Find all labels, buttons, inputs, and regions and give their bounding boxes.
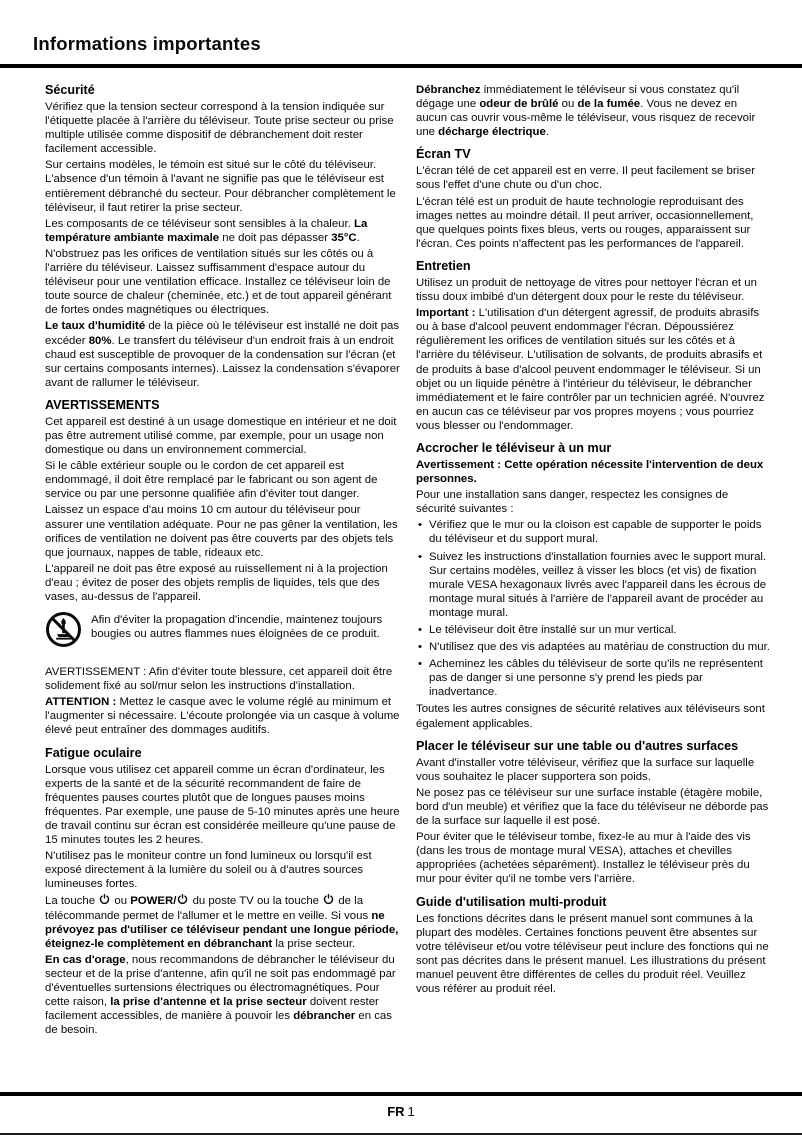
text-run: Le téléviseur doit être installé sur un mur vertical. xyxy=(429,624,677,636)
text-run: N'utilisez pas le moniteur contre un fond lumineux ou lorsqu'il est exposé directement à la lumière du soleil ou à d'autres sources lumineuses fortes. xyxy=(45,850,372,891)
paragraph xyxy=(416,195,771,251)
text-run: Lorsque vous utilisez cet appareil comme un écran d'ordinateur, les experts de la santé et de la sécurité recommandent de faire de fréquentes pauses courtes plutôt que de longues pauses moins fréquentes. Par exemple, une pause de 5-10 minutes après une heure de travail continu sur écran est considérée meilleure qu'une pause de 15 minutes toutes les 2 heures. xyxy=(45,763,400,847)
paragraph xyxy=(416,756,771,784)
text-run: Pour une installation sans danger, respectez les consignes de sécurité suivantes : xyxy=(416,489,729,516)
paragraph xyxy=(45,763,400,848)
section xyxy=(416,739,771,887)
text-run: L'utilisation d'un détergent agressif, de produits abrasifs ou à base d'alcool peuvent endommager l'écran. Dépoussiérez régulièrement les orifices de ventilation situés sur les côtés et à l'arrière du téléviseur. L'utilisation de solvants, de produits abrasifs et de produits à base d'alcool peuvent endommager le téléviseur. Si un objet ou un liquide pénètre à l'intérieur du téléviseur, le débrancher immédiatement et le faire contrôler par un technicien agréé. N'ouvrez en aucun cas ce téléviseur par vos propres moyens ; vous pourriez vous blesser ou l'endommager. xyxy=(416,307,765,432)
bold-text-run: La température ambiante maximale xyxy=(45,217,368,244)
bold-text-run: 35°C xyxy=(331,231,357,244)
paragraph xyxy=(416,306,771,433)
text-run: de la télécommande permet de l'allumer et le mettre en veille. Si vous xyxy=(45,895,372,922)
bold-text-run: ne prévoyez pas d'utiliser ce téléviseur pendant une longue période, éteignez-le complètement en débranchant xyxy=(45,909,399,950)
paragraph xyxy=(416,458,771,486)
paragraph xyxy=(45,217,400,245)
section-heading: Accrocher le téléviseur à un mur xyxy=(416,440,612,455)
text-run: AVERTISSEMENT : Afin d'éviter toute blessure, cet appareil doit être solidement fixé au sol/mur selon les instructions d'installation. xyxy=(45,666,393,693)
page-number xyxy=(0,1104,802,1119)
paragraph xyxy=(416,164,771,192)
bullet-item xyxy=(416,640,771,654)
paragraph xyxy=(45,562,400,604)
section-heading: AVERTISSEMENTS xyxy=(45,397,160,412)
paragraph xyxy=(45,158,400,214)
power-icon xyxy=(99,893,110,905)
paragraph xyxy=(416,83,771,139)
text-run: ou xyxy=(111,895,131,908)
text-run: Afin d'éviter la propagation d'incendie, maintenez toujours bougies ou autres flammes nues éloignées de ce produit. xyxy=(91,614,383,641)
bold-text-run: ATTENTION : xyxy=(45,696,117,709)
section xyxy=(416,83,771,139)
paragraph xyxy=(45,849,400,891)
power-icon xyxy=(177,893,188,905)
paragraph xyxy=(416,702,771,730)
text-run: Si le câble extérieur souple ou le cordon de cet appareil est endommagé, il doit être remplacé par le fabricant ou son agent de service ou par une personne qualifiée afin d'éviter tout danger. xyxy=(45,460,378,501)
content-columns xyxy=(0,68,802,1039)
text-run: . Le transfert du téléviseur d'un endroit frais à un endroit chaud est susceptible de provoquer de la condensation sur l'écran (et sur certains composants internes). Laissez la condensation s'évaporer avant de rallumer le téléviseur. xyxy=(45,334,400,389)
footer-rule xyxy=(0,1092,802,1096)
text-run: Acheminez les câbles du téléviseur de sorte qu'ils ne représentent pas de danger si une personne s'y prend les pieds par inadvertance. xyxy=(429,658,763,699)
bold-text-run: Débranchez xyxy=(416,84,481,96)
text-run: en cas de besoin. xyxy=(45,1010,392,1037)
text-run: Mettez le casque avec le volume réglé au minimum et l'augmenter si nécessaire. L'écoute prolongée via un casque à volume élevé peut entraîner des dommages auditifs. xyxy=(45,696,400,737)
text-run: . xyxy=(356,231,360,244)
section xyxy=(416,259,771,433)
text-run: . Vous ne devez en aucun cas ouvrir vous-même le téléviseur, vous risquez de recevoir une xyxy=(416,98,756,139)
paragraph xyxy=(416,830,771,886)
paragraph xyxy=(45,893,400,950)
bullet-item xyxy=(416,657,771,699)
paragraph xyxy=(45,953,400,1038)
text-run: L'appareil ne doit pas être exposé au ruissellement ni à la projection d'eau ; évitez de poser des objets remplis de liquides, tels que des vases, au-dessus de l'appareil. xyxy=(45,562,388,603)
note-text xyxy=(91,613,400,641)
page-header xyxy=(0,0,802,68)
text-run: Ne posez pas ce téléviseur sur une surface instable (étagère mobile, bord d'un meuble) et vérifiez que la face du téléviseur ne déborde pas de la surface sur laquelle il est posé. xyxy=(416,786,769,828)
paragraph xyxy=(416,786,771,828)
text-run: Cet appareil est destiné à un usage domestique en intérieur et ne doit pas être autrement utilisé comme, par exemple, pour un usage non domestique ou dans un environnement commercial. xyxy=(45,415,397,457)
text-run: Vérifiez que la tension secteur correspond à la tension indiquée sur l'étiquette placée à l'arrière du téléviseur. Toute prise secteur ou prise multiple utilisée comme dispositif de débranchement doit rester facilement accessible. xyxy=(45,101,394,156)
bold-text-run: Important : xyxy=(416,307,476,320)
text-run: La touche xyxy=(45,895,99,908)
paragraph xyxy=(45,503,400,559)
section-heading: Placer le téléviseur sur une table ou d'autres surfaces xyxy=(416,738,739,753)
bullet-list xyxy=(416,518,771,699)
text-run: L'écran télé de cet appareil est en verre. Il peut facilement se briser sous l'effet d'une chute ou d'un choc. xyxy=(416,165,756,192)
bold-text-run: Avertissement : Cette opération nécessite l'intervention de deux personnes. xyxy=(416,458,764,486)
bold-text-run: décharge électrique xyxy=(438,126,546,139)
text-run: Pour éviter que le téléviseur tombe, fixez-le au mur à l'aide des vis (dans les trous de montage mural VESA), attaches et chevilles appropriées (achetées séparément). Installez le téléviseur près du mur pour éviter qu'il ne tombe vers l'arrière. xyxy=(416,831,751,886)
text-run: du poste TV ou la touche xyxy=(189,895,323,908)
text-run: Suivez les instructions d'installation fournies avec le support mural. Sur certains modèles, veillez à visser les blocs (et vis) de fixation murale VESA hexagonaux livrés avec l'appareil dans les écrous de montage mural situés à l'arrière de l'appareil avant de procéder au montage mural. xyxy=(429,550,767,619)
paragraph xyxy=(45,459,400,501)
section xyxy=(45,746,400,1038)
section-heading: Entretien xyxy=(416,258,471,273)
text-run: . xyxy=(545,126,549,139)
text-run: Les composants de ce téléviseur sont sensibles à la chaleur. xyxy=(45,217,354,230)
section-heading: Fatigue oculaire xyxy=(45,745,142,760)
bold-text-run: 80% xyxy=(88,334,112,347)
paragraph xyxy=(416,912,771,997)
text-run: Toutes les autres consignes de sécurité relatives aux téléviseurs sont également applicables. xyxy=(416,703,765,730)
text-run: Avant d'installer votre téléviseur, vérifiez que la surface sur laquelle vous souhaitez le placer supportera son poids. xyxy=(416,756,755,783)
bold-text-run: débrancher xyxy=(293,1010,356,1023)
no-candles-icon xyxy=(45,611,82,648)
text-run: immédiatement le téléviseur si vous constatez qu'il dégage une xyxy=(416,84,740,111)
section xyxy=(45,83,400,390)
bold-text-run: de la fumée xyxy=(577,98,641,111)
text-run: Utilisez un produit de nettoyage de vitres pour nettoyer l'écran et un tissu doux imbibé d'un détergent doux pour le reste du téléviseur. xyxy=(416,276,757,304)
text-run: ou xyxy=(558,98,578,111)
section-heading: Sécurité xyxy=(45,83,95,97)
paragraph xyxy=(45,695,400,737)
text-run: N'utilisez que des vis adaptées au matériau de construction du mur. xyxy=(429,641,770,654)
text-run: Laissez un espace d'au moins 10 cm autour du téléviseur pour assurer une ventilation adéquate. Pour ne pas gêner la ventilation, les orifices de ventilation ne doivent pas être couverts par des objets tels que journaux, nappes de table, rideaux etc. xyxy=(45,504,398,559)
paragraph xyxy=(416,276,771,304)
bold-text-run: En cas d'orage xyxy=(45,953,126,966)
text-run: de la pièce où le téléviseur est installé ne doit pas excéder xyxy=(45,320,400,347)
bullet-item xyxy=(416,623,771,637)
bullet-item xyxy=(416,518,771,546)
safety-note xyxy=(45,611,400,648)
left-column xyxy=(45,83,400,1039)
section xyxy=(416,441,771,731)
text-run: la prise secteur. xyxy=(272,937,356,950)
bold-text-run: POWER/ xyxy=(130,895,177,908)
paragraph xyxy=(45,319,400,389)
text-run: doivent rester facilement accessibles, de manière à pouvoir les xyxy=(45,996,379,1023)
paragraph xyxy=(45,247,400,317)
text-run: Sur certains modèles, le témoin est situé sur le côté du téléviseur. L'absence d'un témoin à l'avant ne signifie pas que le téléviseur est entièrement débranché du secteur. Pour débrancher complètement le téléviseur, il faut retirer la prise secteur. xyxy=(45,159,396,214)
language-code: FR xyxy=(387,1104,405,1119)
text-run: Les fonctions décrites dans le présent manuel sont communes à la plupart des modèles. Certaines fonctions peuvent être absentes sur votre téléviseur et/ou votre téléviseur peut inclure des fonctions qui ne sont pas décrites dans le présent manuel. Les illustrations du présent manuel peuvent être différentes de celles du produit réel. Veuillez vous référer au produit réel. xyxy=(416,912,769,995)
paragraph xyxy=(416,488,771,516)
page-title: Informations importantes xyxy=(33,33,261,54)
text-run: N'obstruez pas les orifices de ventilation situés sur les côtés ou à l'arrière du téléviseur. Laissez suffisamment d'espace autour du téléviseur pour une ventilation efficace. Installez ce téléviseur loin de toute source de chaleur (cheminée, etc.) et de tout appareil générant de fortes ondes magnétiques ou électriques. xyxy=(45,247,392,317)
section xyxy=(416,895,771,997)
paragraph xyxy=(45,415,400,457)
bold-text-run: Le taux d'humidité xyxy=(45,320,146,333)
section xyxy=(416,147,771,251)
paragraph xyxy=(45,665,400,693)
right-column xyxy=(416,83,771,1039)
bold-text-run: la prise d'antenne et la prise secteur xyxy=(110,996,307,1009)
bullet-item xyxy=(416,550,771,620)
page-number-value: 1 xyxy=(407,1104,415,1119)
text-run: Vérifiez que le mur ou la cloison est capable de supporter le poids du téléviseur et du support mural. xyxy=(429,519,762,546)
bottom-edge-rule xyxy=(0,1133,802,1135)
power-icon xyxy=(323,893,334,905)
section xyxy=(45,398,400,738)
paragraph xyxy=(45,100,400,156)
text-run: ne doit pas dépasser xyxy=(219,231,332,244)
section-heading: Écran TV xyxy=(416,147,471,162)
section-heading: Guide d'utilisation multi-produit xyxy=(416,894,607,909)
text-run: L'écran télé est un produit de haute technologie reproduisant des images nettes au moindre détail. Il peut arriver, occasionnellement, que quelques points fixes bleus, verts ou rouges, apparaissent sur l'écran. Ces points n'affectent pas les performances de l'appareil. xyxy=(416,195,754,250)
text-run: , nous recommandons de débrancher le téléviseur du secteur et de la prise d'antenne, afin qu'il ne soit pas endommagé par d'éventuelles surtensions électriques ou électromagnétiques. Pour cette raison, xyxy=(45,953,396,1009)
page-footer xyxy=(0,1092,802,1119)
bold-text-run: odeur de brûlé xyxy=(479,98,559,111)
